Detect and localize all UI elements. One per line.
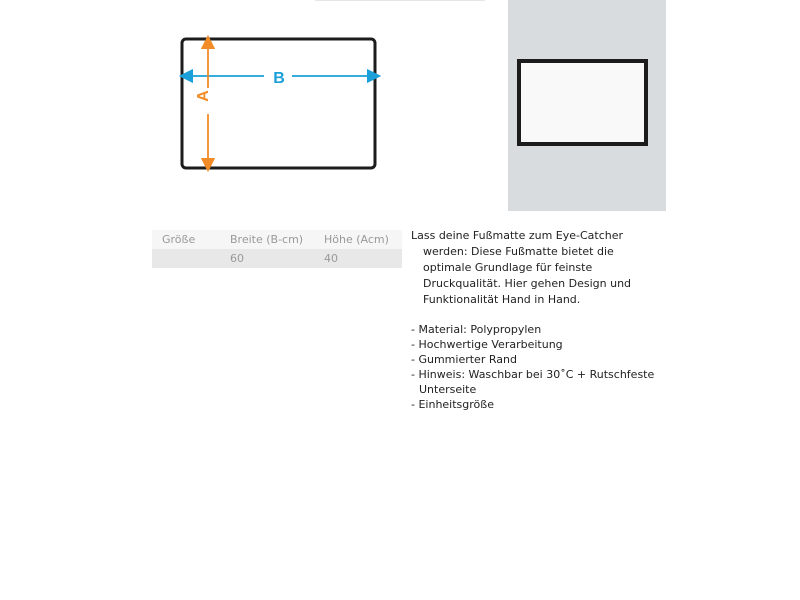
mat-outline (182, 39, 375, 168)
header-width: Breite (B-cm) (230, 233, 304, 246)
feature-item: - Hinweis: Waschbar bei 30˚C + Rutschfeste Unterseite (411, 368, 655, 396)
cell-width: 60 (230, 252, 244, 265)
top-divider (315, 0, 485, 1)
feature-item: - Einheitsgröße (411, 398, 494, 411)
doormat-image (517, 59, 648, 146)
feature-item: - Hochwertige Verarbeitung (411, 338, 563, 351)
height-label: A (195, 90, 212, 102)
table-header-row (152, 230, 402, 249)
size-diagram (150, 30, 405, 180)
product-description (411, 228, 661, 412)
width-label: B (273, 70, 285, 87)
feature-item: - Material: Polypropylen (411, 323, 542, 336)
header-size: Größe (162, 233, 196, 246)
feature-item: - Gummierter Rand (411, 353, 517, 366)
dimension-drawing (150, 30, 405, 180)
table-row (152, 249, 402, 268)
header-height: Höhe (Acm) (324, 233, 389, 246)
product-photo (508, 0, 666, 211)
cell-height: 40 (324, 252, 338, 265)
size-table (152, 230, 402, 268)
description-intro: Lass deine Fußmatte zum Eye-Catcher werden: Diese Fußmatte bietet die optimale Grundlage für feinste Druckqualität. Hier gehen Design und Funktionalität Hand in Hand. (411, 229, 632, 306)
